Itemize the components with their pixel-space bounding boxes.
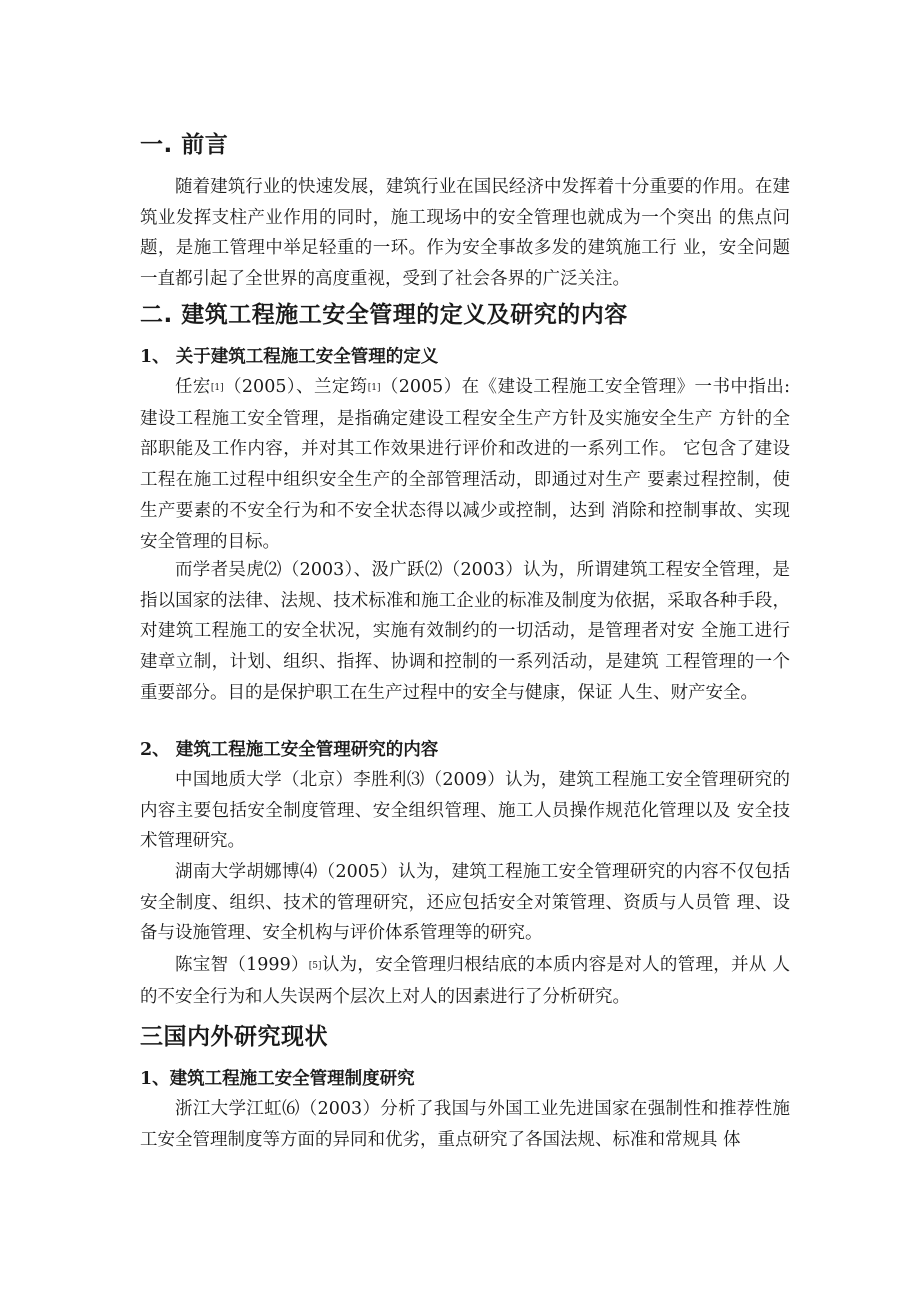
preface-paragraph: 随着建筑行业的快速发展，建筑行业在国民经济中发挥着十分重要的作用。在建筑业发挥支柱产业作用的同时，施工现场中的安全管理也就成为一个突出 的焦点问题，是施工管理中举足轻重的一环。作为安全事故多发的建筑施工行 业，安全问题一直都引起了全世界的高度重视，受到了社会各界的广泛关注。 xyxy=(140,177,790,290)
section-heading-definition: 二. 建筑工程施工安全管理的定义及研究的内容 xyxy=(140,302,628,328)
research-content-paragraph-1: 中国地质大学（北京）李胜利⑶（2009）认为，建筑工程施工安全管理研究的内容主要包括安全制度管理、安全组织管理、施工人员操作规范化管理以及 安全技术管理研究。 xyxy=(140,770,790,852)
research-content-paragraph-3: 陈宝智（1999）[5]认为，安全管理归根结底的本质内容是对人的管理，并从 人的不安全行为和人失误两个层次上对人的因素进行了分析研究。 xyxy=(140,955,790,1007)
definition-paragraph-2: 而学者吴虎⑵（2003）、汲广跃⑵（2003）认为，所谓建筑工程安全管理，是 指以国家的法律、法规、技术标准和施工企业的标准及制度为依据，采取各种手段，对建筑工程施工的安全状况，实施有效制约的一切活动，是管理者对安 全施工进行建章立制，计划、组织、指挥、协调和控制的一系列活动，是建筑 工程管理的一个重要部分。目的是保护职工在生产过程中的安全与健康，保证 人生、财产安全。 xyxy=(140,560,790,703)
citation-ref: [1] xyxy=(210,383,224,393)
definition-paragraph-1: 任宏[1]（2005）、兰定筠[1]（2005）在《建设工程施工安全管理》一书中指出: 建设工程施工安全管理，是指确定建设工程安全生产方针及实施安全生产 方针的全部职能及工作内容，并对其工作效果进行评价和改进的一系列工作。 它包含了建设工程在施工过程中组织安全生产的全部管理活动，即通过对生产 要素过程控制，使生产要素的不安全行为和不安全状态得以减少或控制，达到 消除和控制事故、实现安全管理的目标。 xyxy=(140,377,791,552)
research-content-paragraph-2: 湖南大学胡娜博⑷（2005）认为，建筑工程施工安全管理研究的内容不仅包括安全制度、组织、技术的管理研究，还应包括安全对策管理、资质与人员管 理、设备与设施管理、安全机构与评价体系管理等的研究。 xyxy=(140,862,790,944)
system-research-paragraph: 浙江大学江虹⑹（2003）分析了我国与外国工业先进国家在强制性和推荐性施工安全管理制度等方面的异同和优劣，重点研究了各国法规、标准和常规具 体 xyxy=(140,1099,790,1150)
citation-ref: [1] xyxy=(367,383,381,393)
subheading-system-research: 1、建筑工程施工安全管理制度研究 xyxy=(140,1069,415,1089)
subheading-research-content: 2、 建筑工程施工安全管理研究的内容 xyxy=(140,740,439,760)
citation-ref: [5] xyxy=(308,961,322,971)
section-heading-preface: 一. 前言 xyxy=(140,132,229,158)
section-heading-status: 三国内外研究现状 xyxy=(140,1024,328,1050)
subheading-definition: 1、 关于建筑工程施工安全管理的定义 xyxy=(140,347,439,367)
